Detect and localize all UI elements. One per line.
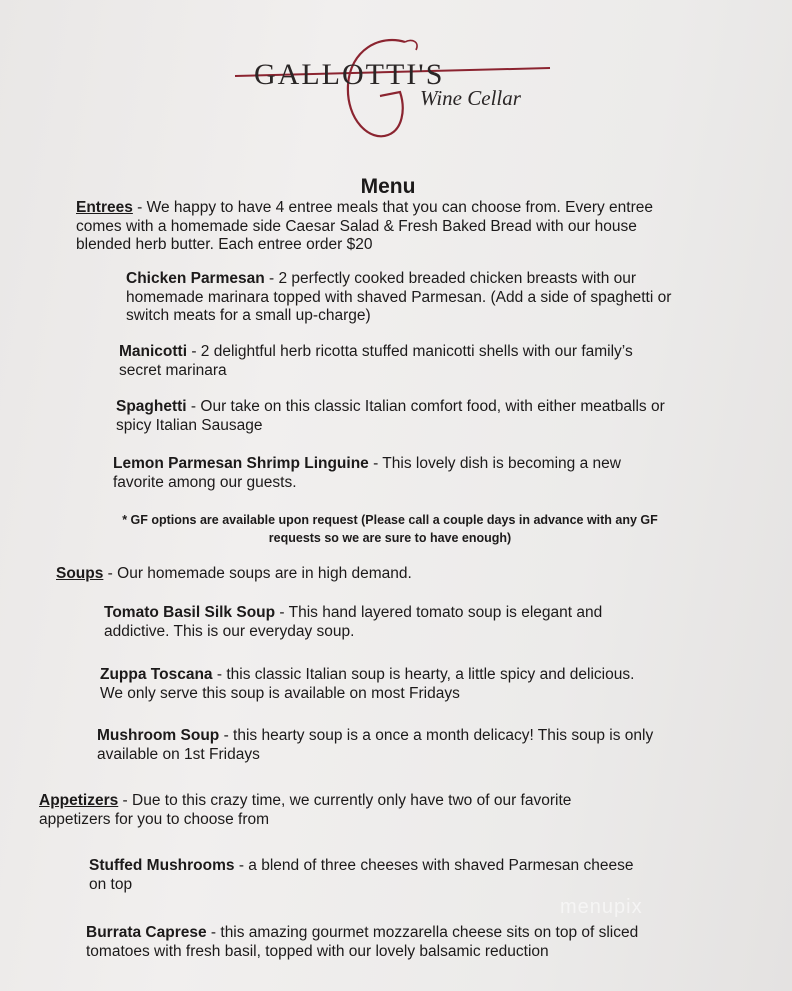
entrees-heading: Entrees xyxy=(76,199,133,216)
menu-item-name: Mushroom Soup xyxy=(97,727,220,744)
menu-item xyxy=(100,666,634,703)
menu-item-desc: - 2 perfectly cooked breaded chicken breasts with our xyxy=(264,270,637,287)
menu-item-desc: spicy Italian Sausage xyxy=(116,416,263,434)
menu-item xyxy=(89,857,633,894)
menu-item-desc: homemade marinara topped with shaved Parmesan. (Add a side of spaghetti or xyxy=(126,288,672,306)
menu-item-desc: - Our take on this classic Italian comfort food, with either meatballs or xyxy=(186,398,665,415)
entrees-intro-line: blended herb butter. Each entree order $20 xyxy=(76,236,373,253)
appetizers-intro-line: appetizers for you to choose from xyxy=(39,810,270,828)
menu-item-name: Zuppa Toscana xyxy=(100,666,213,683)
menu-item-desc: switch meats for a small up-charge) xyxy=(126,307,371,324)
menu-item-name: Stuffed Mushrooms xyxy=(89,857,235,874)
menu-item-desc: - this classic Italian soup is hearty, a little spicy and delicious. xyxy=(212,666,635,683)
menu-item xyxy=(86,924,638,961)
menu-item-name: Burrata Caprese xyxy=(86,924,207,941)
menu-item-desc: secret marinara xyxy=(119,361,227,379)
menu-item-name: Manicotti xyxy=(119,343,188,360)
menu-item-desc: - this amazing gourmet mozzarella cheese sits on top of sliced xyxy=(206,924,639,941)
menu-item xyxy=(97,727,653,764)
menu-item xyxy=(126,270,671,326)
soups-heading: Soups xyxy=(56,565,104,582)
appetizers-section-intro xyxy=(39,792,571,829)
menu-title: Menu xyxy=(360,175,416,198)
menu-item-name: Chicken Parmesan xyxy=(126,270,265,287)
menu-item-desc: tomatoes with fresh basil, topped with our lovely balsamic reduction xyxy=(86,942,549,960)
menu-item-desc: - This hand layered tomato soup is elegant and xyxy=(275,604,603,621)
entrees-section-intro xyxy=(76,199,653,255)
menu-item xyxy=(119,343,633,380)
menu-item-name: Tomato Basil Silk Soup xyxy=(104,604,276,621)
menu-item-name: Spaghetti xyxy=(116,398,187,415)
menu-item xyxy=(104,604,602,641)
entrees-intro-line: - We happy to have 4 entree meals that you can choose from. Every entree xyxy=(132,199,653,216)
menu-item-desc: on top xyxy=(89,875,133,893)
appetizers-intro-line: - Due to this crazy time, we currently only have two of our favorite xyxy=(118,792,572,809)
menu-item xyxy=(116,398,665,435)
menu-item-name: Lemon Parmesan Shrimp Linguine xyxy=(113,455,369,472)
menu-item xyxy=(113,455,621,492)
watermark: menupix xyxy=(560,896,643,918)
menu-item-desc: - 2 delightful herb ricotta stuffed manicotti shells with our family’s xyxy=(187,343,633,360)
gf-note xyxy=(80,511,700,547)
logo-name: GALLOTTI'S xyxy=(254,58,445,91)
menu-item-desc: favorite among our guests. xyxy=(113,473,297,491)
appetizers-heading: Appetizers xyxy=(39,792,119,809)
menu-item-desc: - a blend of three cheeses with shaved Parmesan cheese xyxy=(234,857,634,874)
entrees-intro-line: comes with a homemade side Caesar Salad & Fresh Baked Bread with our house xyxy=(76,217,637,235)
gf-note-line: requests so we are sure to have enough) xyxy=(268,531,512,545)
restaurant-logo xyxy=(230,30,560,150)
logo-subtitle: Wine Cellar xyxy=(420,86,521,110)
menu-item-desc: addictive. This is our everyday soup. xyxy=(104,622,355,640)
soups-intro-line: - Our homemade soups are in high demand. xyxy=(103,565,412,582)
soups-section-intro xyxy=(56,565,412,584)
menu-item-desc: - This lovely dish is becoming a new xyxy=(368,455,621,472)
menu-item-desc: available on 1st Fridays xyxy=(97,745,260,763)
gf-note-line: * GF options are available upon request (Please call a couple days in advance with any GF xyxy=(122,513,658,527)
menu-item-desc: We only serve this soup is available on most Fridays xyxy=(100,684,460,702)
menu-item-desc: - this hearty soup is a once a month delicacy! This soup is only xyxy=(219,727,654,744)
